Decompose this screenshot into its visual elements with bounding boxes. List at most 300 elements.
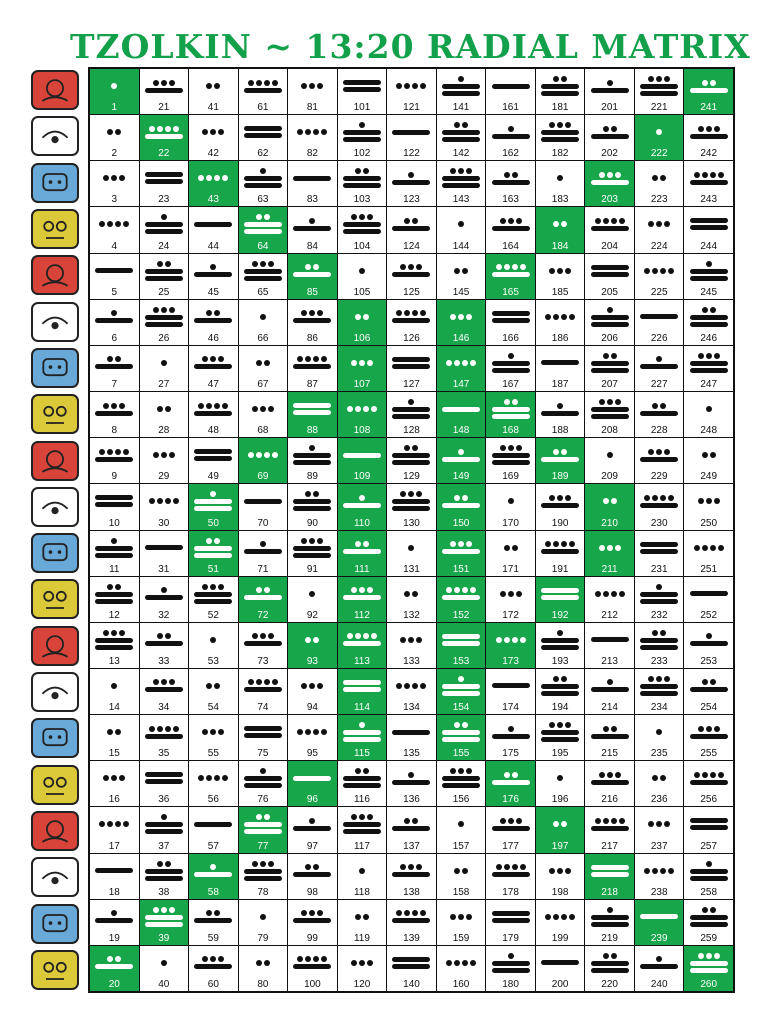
- tone-mark: [288, 349, 337, 378]
- kin-number: 33: [158, 655, 170, 667]
- tone-mark: [140, 118, 189, 147]
- kin-cell: [189, 346, 238, 391]
- kin-cell: [536, 300, 585, 345]
- tone-mark: [635, 580, 684, 609]
- tone-mark: [189, 487, 238, 516]
- tone-mark: [635, 441, 684, 470]
- kin-cell: [437, 669, 486, 714]
- kin-number: 81: [306, 102, 318, 114]
- tone-mark: [387, 257, 436, 286]
- kin-number: 50: [207, 517, 219, 529]
- kin-number: 255: [700, 748, 718, 760]
- kin-number: 57: [207, 840, 219, 852]
- tone-mark: [585, 349, 634, 378]
- kin-number: 242: [700, 148, 718, 160]
- tone-mark: [536, 349, 585, 378]
- kin-cell: [140, 715, 189, 760]
- kin-number: 93: [306, 655, 318, 667]
- kin-number: 42: [207, 148, 219, 160]
- kin-cell: [536, 669, 585, 714]
- tone-mark: [239, 303, 288, 332]
- tone-mark: [239, 164, 288, 193]
- tone-mark: [536, 441, 585, 470]
- kin-number: 191: [551, 563, 569, 575]
- kin-cell: [635, 115, 684, 160]
- tone-mark: [585, 303, 634, 332]
- kin-number: 53: [207, 655, 219, 667]
- kin-cell: [338, 761, 387, 806]
- kin-cell: [585, 207, 634, 252]
- kin-number: 219: [601, 932, 618, 944]
- tone-mark: [288, 487, 337, 516]
- tone-mark: [288, 257, 337, 286]
- kin-number: 162: [502, 148, 519, 160]
- kin-number: 194: [551, 702, 569, 714]
- tone-mark: [140, 903, 189, 932]
- blue-hand-glyph-icon: [31, 348, 79, 388]
- kin-cell: [437, 392, 486, 437]
- tone-mark: [338, 487, 387, 516]
- kin-number: 230: [650, 517, 668, 529]
- tone-mark: [437, 164, 486, 193]
- kin-number: 157: [452, 840, 470, 852]
- tone-mark: [486, 303, 535, 332]
- kin-number: 78: [257, 886, 269, 898]
- kin-cell: [536, 715, 585, 760]
- tone-mark: [536, 764, 585, 793]
- tone-mark: [387, 672, 436, 701]
- tone-mark: [90, 580, 139, 609]
- tone-mark: [189, 441, 238, 470]
- kin-number: 94: [306, 702, 318, 714]
- tone-mark: [387, 395, 436, 424]
- tone-mark: [338, 164, 387, 193]
- kin-cell: [90, 623, 139, 668]
- tone-mark: [338, 857, 387, 886]
- kin-number: 17: [108, 840, 120, 852]
- kin-cell: [239, 254, 288, 299]
- kin-cell: [189, 715, 238, 760]
- kin-number: 3: [111, 194, 118, 206]
- kin-cell: [387, 807, 436, 852]
- kin-number: 83: [306, 194, 318, 206]
- tone-mark: [189, 718, 238, 747]
- kin-number: 228: [650, 425, 668, 437]
- kin-cell: [140, 623, 189, 668]
- tone-mark: [239, 810, 288, 839]
- tone-mark: [585, 395, 634, 424]
- kin-cell: [387, 161, 436, 206]
- kin-number: 43: [207, 194, 219, 206]
- kin-cell: [684, 484, 733, 529]
- kin-cell: [486, 392, 535, 437]
- tone-mark: [90, 487, 139, 516]
- kin-cell: [288, 438, 337, 483]
- kin-number: 260: [700, 979, 718, 990]
- kin-number: 2: [111, 148, 118, 160]
- tone-mark: [239, 349, 288, 378]
- kin-number: 72: [257, 609, 269, 621]
- kin-number: 167: [502, 379, 519, 391]
- kin-cell: [338, 715, 387, 760]
- kin-number: 190: [551, 517, 569, 529]
- tone-mark: [189, 626, 238, 655]
- kin-number: 74: [257, 702, 269, 714]
- kin-cell: [189, 854, 238, 899]
- kin-number: 163: [502, 194, 519, 206]
- tone-mark: [140, 672, 189, 701]
- kin-number: 38: [158, 886, 170, 898]
- kin-cell: [437, 761, 486, 806]
- kin-number: 152: [452, 609, 470, 621]
- tone-mark: [189, 118, 238, 147]
- kin-cell: [635, 946, 684, 991]
- tone-mark: [288, 903, 337, 932]
- tone-mark: [90, 718, 139, 747]
- kin-cell: [288, 577, 337, 622]
- kin-number: 118: [353, 886, 370, 898]
- tone-mark: [486, 949, 535, 978]
- kin-cell: [536, 623, 585, 668]
- tone-mark: [140, 949, 189, 978]
- tone-mark: [437, 857, 486, 886]
- kin-cell: [387, 900, 436, 945]
- tone-mark: [90, 903, 139, 932]
- tone-mark: [288, 164, 337, 193]
- tone-mark: [288, 718, 337, 747]
- kin-number: 214: [601, 702, 618, 714]
- kin-number: 177: [502, 840, 519, 852]
- tone-mark: [239, 949, 288, 978]
- kin-cell: [90, 392, 139, 437]
- kin-number: 161: [502, 102, 519, 114]
- kin-cell: [585, 161, 634, 206]
- tone-mark: [437, 580, 486, 609]
- kin-number: 213: [601, 655, 618, 667]
- kin-cell: [387, 531, 436, 576]
- kin-number: 90: [306, 517, 318, 529]
- tone-mark: [239, 857, 288, 886]
- kin-cell: [684, 807, 733, 852]
- tone-mark: [536, 718, 585, 747]
- kin-cell: [288, 854, 337, 899]
- kin-number: 112: [353, 609, 370, 621]
- tone-mark: [338, 626, 387, 655]
- kin-number: 141: [452, 102, 470, 114]
- kin-number: 55: [207, 748, 219, 760]
- kin-number: 106: [353, 332, 371, 344]
- kin-cell: [338, 900, 387, 945]
- kin-number: 73: [257, 655, 269, 667]
- tone-mark: [189, 764, 238, 793]
- kin-cell: [189, 531, 238, 576]
- tone-mark: [189, 210, 238, 239]
- kin-cell: [536, 577, 585, 622]
- kin-cell: [288, 900, 337, 945]
- kin-number: 103: [353, 194, 371, 206]
- tone-mark: [90, 764, 139, 793]
- kin-number: 61: [257, 102, 269, 114]
- kin-number: 8: [111, 425, 118, 437]
- tone-mark: [288, 395, 337, 424]
- kin-number: 252: [700, 609, 718, 621]
- kin-cell: [239, 484, 288, 529]
- kin-number: 110: [353, 517, 370, 529]
- tone-mark: [338, 349, 387, 378]
- tone-mark: [189, 857, 238, 886]
- kin-number: 151: [452, 563, 470, 575]
- tone-mark: [90, 810, 139, 839]
- kin-number: 101: [353, 102, 371, 114]
- kin-cell: [585, 669, 634, 714]
- tone-mark: [338, 764, 387, 793]
- kin-number: 49: [207, 471, 219, 483]
- tone-mark: [635, 672, 684, 701]
- kin-number: 91: [306, 563, 318, 575]
- kin-cell: [140, 946, 189, 991]
- tone-mark: [486, 118, 535, 147]
- kin-cell: [684, 623, 733, 668]
- kin-cell: [684, 254, 733, 299]
- kin-cell: [338, 300, 387, 345]
- tone-mark: [585, 810, 634, 839]
- kin-number: 121: [403, 102, 420, 114]
- kin-cell: [585, 900, 634, 945]
- kin-number: 210: [601, 517, 618, 529]
- tone-mark: [288, 764, 337, 793]
- kin-number: 155: [452, 748, 470, 760]
- kin-cell: [437, 300, 486, 345]
- kin-number: 244: [700, 240, 718, 252]
- kin-cell: [189, 946, 238, 991]
- kin-cell: [288, 946, 337, 991]
- tone-mark: [189, 349, 238, 378]
- kin-number: 15: [108, 748, 120, 760]
- kin-cell: [635, 484, 684, 529]
- tone-mark: [684, 903, 733, 932]
- tone-mark: [288, 626, 337, 655]
- kin-cell: [288, 207, 337, 252]
- kin-number: 218: [601, 886, 618, 898]
- tone-mark: [486, 857, 535, 886]
- kin-number: 96: [306, 794, 318, 806]
- kin-cell: [635, 900, 684, 945]
- tone-mark: [338, 903, 387, 932]
- kin-cell: [536, 346, 585, 391]
- yellow-sun-glyph-icon: [31, 950, 79, 990]
- tone-mark: [684, 118, 733, 147]
- tone-mark: [140, 857, 189, 886]
- tone-mark: [90, 441, 139, 470]
- kin-number: 12: [108, 609, 120, 621]
- kin-number: 48: [207, 425, 219, 437]
- kin-cell: [684, 346, 733, 391]
- kin-number: 220: [601, 979, 618, 990]
- kin-number: 63: [257, 194, 269, 206]
- kin-cell: [239, 115, 288, 160]
- tone-mark: [536, 487, 585, 516]
- kin-number: 205: [601, 286, 618, 298]
- tone-mark: [585, 580, 634, 609]
- kin-cell: [486, 69, 535, 114]
- kin-cell: [90, 854, 139, 899]
- kin-cell: [288, 531, 337, 576]
- kin-cell: [635, 531, 684, 576]
- kin-number: 120: [353, 979, 371, 990]
- kin-cell: [288, 161, 337, 206]
- kin-number: 5: [111, 286, 118, 298]
- kin-cell: [486, 623, 535, 668]
- tone-mark: [338, 441, 387, 470]
- kin-number: 68: [257, 425, 269, 437]
- kin-cell: [189, 300, 238, 345]
- kin-cell: [338, 807, 387, 852]
- kin-number: 34: [158, 702, 170, 714]
- tone-mark: [486, 626, 535, 655]
- kin-number: 140: [403, 979, 420, 990]
- tone-mark: [635, 118, 684, 147]
- kin-number: 66: [257, 332, 269, 344]
- tone-mark: [338, 210, 387, 239]
- tone-mark: [288, 810, 337, 839]
- kin-number: 197: [551, 840, 569, 852]
- tone-mark: [585, 626, 634, 655]
- tone-mark: [90, 626, 139, 655]
- kin-cell: [239, 946, 288, 991]
- tone-mark: [486, 718, 535, 747]
- kin-cell: [536, 392, 585, 437]
- kin-cell: [90, 900, 139, 945]
- kin-number: 200: [551, 979, 569, 990]
- kin-cell: [288, 484, 337, 529]
- kin-cell: [585, 531, 634, 576]
- kin-cell: [536, 438, 585, 483]
- kin-number: 31: [158, 563, 170, 575]
- kin-cell: [486, 854, 535, 899]
- tone-mark: [635, 903, 684, 932]
- tone-mark: [140, 257, 189, 286]
- kin-number: 28: [158, 425, 170, 437]
- tone-mark: [239, 718, 288, 747]
- tone-mark: [288, 857, 337, 886]
- tone-mark: [585, 72, 634, 101]
- kin-cell: [437, 69, 486, 114]
- yellow-warrior-glyph-icon: [31, 765, 79, 805]
- kin-number: 239: [650, 932, 668, 944]
- yellow-seed-glyph-icon: [31, 209, 79, 249]
- tone-mark: [536, 672, 585, 701]
- tone-mark: [239, 672, 288, 701]
- kin-cell: [684, 392, 733, 437]
- tone-mark: [239, 118, 288, 147]
- tone-mark: [536, 857, 585, 886]
- kin-cell: [536, 761, 585, 806]
- kin-cell: [684, 69, 733, 114]
- kin-number: 16: [108, 794, 120, 806]
- tone-mark: [536, 949, 585, 978]
- tone-mark: [140, 349, 189, 378]
- kin-number: 132: [403, 609, 420, 621]
- kin-number: 258: [700, 886, 718, 898]
- tone-mark: [189, 395, 238, 424]
- kin-cell: [90, 161, 139, 206]
- kin-cell: [338, 207, 387, 252]
- tone-mark: [437, 903, 486, 932]
- kin-cell: [140, 854, 189, 899]
- kin-cell: [684, 161, 733, 206]
- kin-cell: [338, 392, 387, 437]
- kin-cell: [288, 69, 337, 114]
- red-skywalker-glyph-icon: [31, 626, 79, 666]
- kin-number: 71: [257, 563, 269, 575]
- kin-cell: [338, 577, 387, 622]
- kin-number: 174: [502, 702, 519, 714]
- tone-mark: [239, 903, 288, 932]
- tone-mark: [585, 257, 634, 286]
- kin-number: 77: [257, 840, 269, 852]
- kin-number: 23: [158, 194, 170, 206]
- kin-cell: [288, 669, 337, 714]
- tone-mark: [288, 949, 337, 978]
- tone-mark: [239, 210, 288, 239]
- kin-number: 159: [452, 932, 470, 944]
- kin-cell: [338, 254, 387, 299]
- kin-number: 148: [452, 425, 470, 437]
- kin-cell: [635, 761, 684, 806]
- kin-cell: [288, 715, 337, 760]
- kin-number: 92: [306, 609, 318, 621]
- blue-night-glyph-icon: [31, 163, 79, 203]
- kin-cell: [387, 207, 436, 252]
- kin-number: 257: [700, 840, 718, 852]
- kin-cell: [189, 900, 238, 945]
- tone-mark: [140, 395, 189, 424]
- tone-mark: [338, 72, 387, 101]
- kin-number: 117: [353, 840, 370, 852]
- kin-number: 58: [207, 886, 219, 898]
- tone-mark: [239, 487, 288, 516]
- tone-mark: [338, 718, 387, 747]
- tone-mark: [90, 164, 139, 193]
- kin-number: 139: [403, 932, 420, 944]
- kin-cell: [140, 900, 189, 945]
- kin-number: 36: [158, 794, 170, 806]
- tone-mark: [536, 72, 585, 101]
- tone-mark: [536, 903, 585, 932]
- tone-mark: [486, 672, 535, 701]
- kin-cell: [338, 484, 387, 529]
- kin-cell: [140, 300, 189, 345]
- kin-number: 204: [601, 240, 618, 252]
- kin-number: 88: [306, 425, 318, 437]
- kin-cell: [684, 854, 733, 899]
- kin-number: 19: [108, 932, 120, 944]
- kin-cell: [90, 761, 139, 806]
- kin-cell: [140, 807, 189, 852]
- kin-number: 107: [353, 379, 371, 391]
- tone-mark: [288, 580, 337, 609]
- kin-number: 201: [601, 102, 618, 114]
- kin-number: 180: [502, 979, 519, 990]
- blue-monkey-glyph-icon: [31, 533, 79, 573]
- tone-mark: [536, 303, 585, 332]
- kin-number: 199: [551, 932, 569, 944]
- tone-mark: [585, 857, 634, 886]
- kin-number: 156: [452, 794, 470, 806]
- blue-storm-glyph-icon: [31, 904, 79, 944]
- tone-mark: [140, 718, 189, 747]
- kin-number: 144: [452, 240, 470, 252]
